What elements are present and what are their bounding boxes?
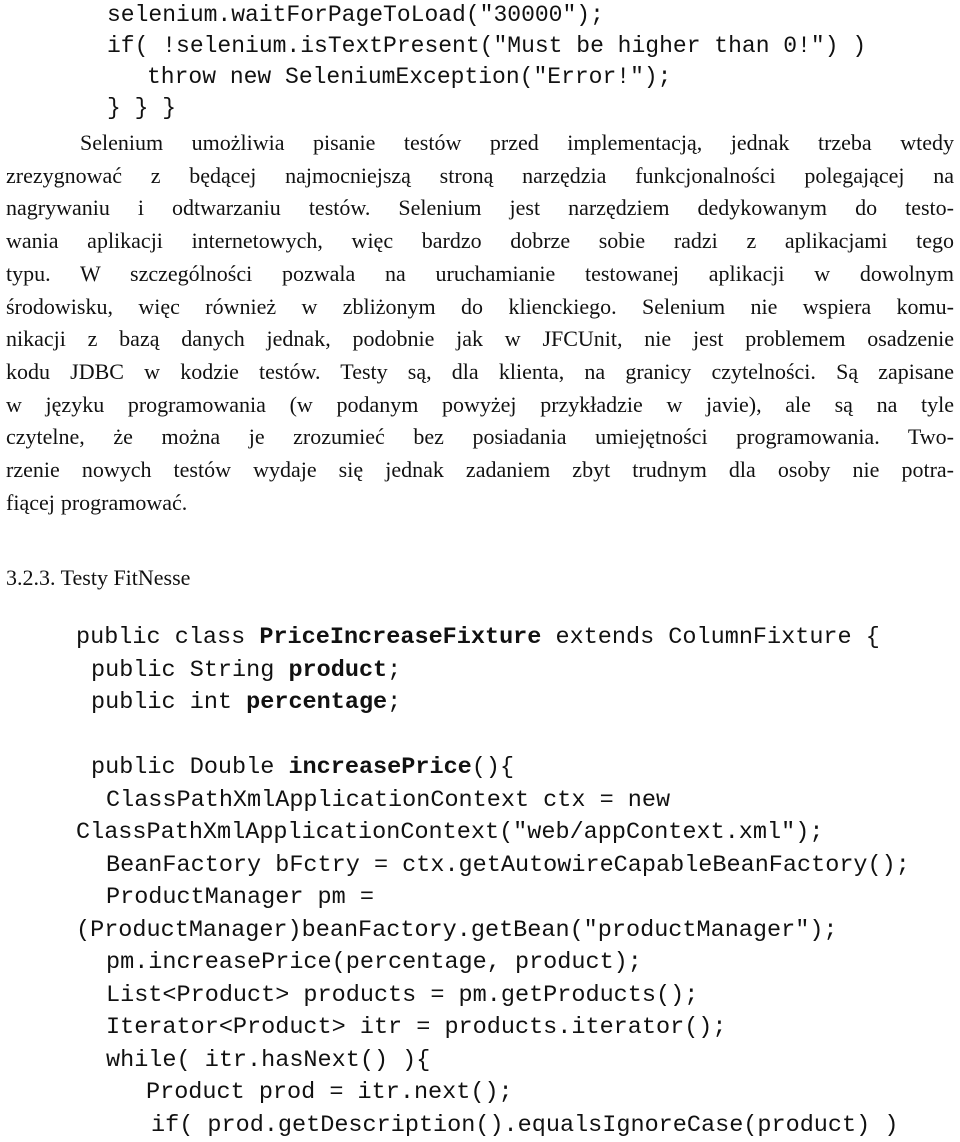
paragraph-line: nagrywaniu i odtwarzaniu testów. Selenium jest narzędziem dedykowanym do testo- [6, 195, 954, 221]
code-line: selenium.waitForPageToLoad("30000"); [107, 2, 604, 28]
code-token: public String [91, 656, 289, 684]
code-token-bold: increasePrice [288, 754, 472, 781]
code-line: ProductManager pm = [106, 884, 374, 911]
code-line: throw new SeleniumException("Error!"); [147, 64, 672, 90]
code-line: while( itr.hasNext() ){ [106, 1046, 431, 1074]
paragraph-line: w języku programowania (w podanym powyżej przykładzie w javie), ale są na tyle [6, 391, 954, 417]
code-token: public Double [91, 754, 289, 781]
code-line [76, 622, 880, 655]
code-line [91, 687, 401, 720]
paragraph-line: zrezygnować z będącej najmocniejszą stroną narzędzia funkcjonalności polegającej na [6, 162, 954, 188]
code-token: (){ [471, 754, 515, 781]
paragraph-line: środowisku, więc również w zbliżonym do klienckiego. Selenium nie wspiera komu- [6, 293, 954, 319]
code-line: if( prod.getDescription().equalsIgnoreCase(product) ) [151, 1111, 899, 1139]
code-line: BeanFactory bFctry = ctx.getAutowireCapableBeanFactory(); [106, 851, 910, 879]
paragraph-line: kodu JDBC w kodzie testów. Testy są, dla klienta, na granicy czytelności. Są zapisane [6, 358, 954, 384]
code-token-bold: product [288, 656, 388, 684]
code-token: public int [91, 689, 247, 716]
body-paragraph [6, 127, 954, 519]
paragraph-line: nikacji z bazą danych jednak, podobnie jak w JFCUnit, nie jest problemem osadzenie [6, 326, 954, 352]
code-line: List<Product> products = pm.getProducts(); [106, 981, 699, 1009]
paragraph-line: wania aplikacji internetowych, więc bardzo dobrze sobie radzi z aplikacjami tego [6, 228, 954, 254]
paragraph-line: Selenium umożliwia pisanie testów przed implementacją, jednak trzeba wtedy [80, 130, 954, 155]
code-line: Product prod = itr.next(); [146, 1079, 513, 1106]
code-line [91, 655, 401, 688]
code-token: ; [387, 689, 402, 716]
paragraph-line: typu. W szczególności pozwala na uruchamianie testowanej aplikacji w dowolnym [6, 260, 954, 286]
code-line: ClassPathXmlApplicationContext("web/appContext.xml"); [76, 819, 824, 846]
code-token-bold: percentage [246, 689, 388, 716]
code-line: if( !selenium.isTextPresent("Must be higher than 0!") ) [107, 33, 867, 59]
code-token: ; [387, 656, 402, 684]
code-token-bold: PriceIncreaseFixture [259, 624, 542, 651]
section-heading: 3.2.3. Testy FitNesse [6, 565, 191, 590]
code-line: pm.increasePrice(percentage, product); [106, 949, 642, 976]
code-line [91, 752, 514, 785]
code-line: } } } [107, 95, 177, 121]
paragraph-line: fiącej programować. [6, 489, 188, 515]
paragraph-line: rzenie nowych testów wydaje się jednak zadaniem zbyt trudnym dla osoby nie potra- [6, 457, 954, 483]
code-line: ClassPathXmlApplicationContext ctx = new [106, 786, 671, 814]
code-token: extends ColumnFixture { [541, 624, 880, 651]
paragraph-line: czytelne, że można je zrozumieć bez posiadania umiejętności programowania. Two- [6, 424, 954, 450]
code-line: Iterator<Product> itr = products.iterator(); [106, 1014, 727, 1041]
code-token: public class [76, 624, 260, 651]
code-line: (ProductManager)beanFactory.getBean("productManager"); [76, 916, 838, 944]
